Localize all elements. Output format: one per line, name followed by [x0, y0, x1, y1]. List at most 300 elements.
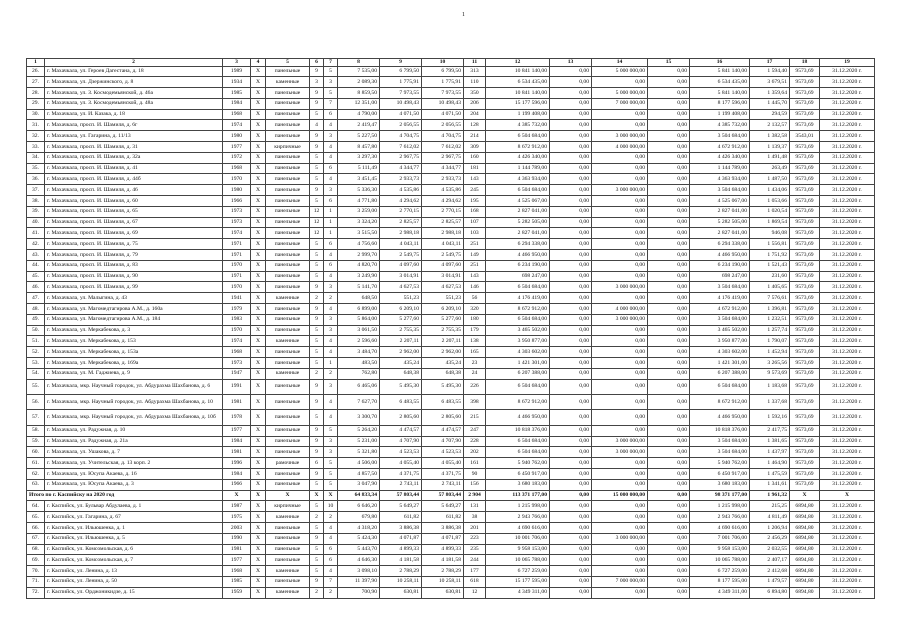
- table-cell: 1: [324, 206, 338, 217]
- table-cell: г. Махачкала, ул. М. Гаджиева, д. 9: [45, 368, 223, 379]
- table-cell: 7 973,55: [380, 88, 422, 99]
- table-cell: 251: [464, 239, 486, 250]
- table-cell: 5: [310, 555, 324, 566]
- table-cell: Х: [251, 206, 266, 217]
- table-cell: 1 215 998,00: [486, 501, 550, 512]
- table-cell: 4 344,77: [422, 163, 464, 174]
- table-cell: 1: [324, 228, 338, 239]
- table-cell: 551,23: [380, 293, 422, 304]
- table-cell: 0,00: [550, 66, 592, 77]
- table-cell: 31.12.2020 г.: [820, 325, 875, 336]
- table-cell: г. Махачкала, ул. Героев Дагестана, д. 18: [45, 66, 223, 77]
- table-row: [27, 142, 875, 153]
- table-cell: 6 294 338,00: [690, 239, 750, 250]
- table-cell: 31.12.2020 г.: [820, 282, 875, 293]
- table-cell: 13: [550, 59, 592, 67]
- table-cell: 320: [464, 304, 486, 315]
- table-cell: Х: [251, 447, 266, 458]
- table-cell: панельные: [266, 436, 310, 447]
- table-cell: 15 177 595,00: [486, 576, 550, 587]
- table-cell: г. Махачкала, просп. И. Шамиля, д. 44б: [45, 174, 223, 185]
- table-cell: 9573,69: [790, 282, 820, 293]
- table-cell: 5 000 000,00: [592, 66, 648, 77]
- table-cell: 2 988,18: [380, 228, 422, 239]
- table-cell: 1974: [223, 120, 251, 131]
- table-cell: 5 649,27: [422, 501, 464, 512]
- table-cell: 9: [310, 88, 324, 99]
- table-cell: 9573,69: [790, 174, 820, 185]
- table-cell: 3 000 000,00: [592, 533, 648, 544]
- table-cell: г. Махачкала, ул. Меркабекова, д. 153: [45, 336, 223, 347]
- table-cell: 56.: [27, 395, 45, 410]
- table-cell: 4: [310, 120, 324, 131]
- table-cell: панельные: [266, 347, 310, 358]
- table-cell: 4 000 000,00: [592, 142, 648, 153]
- table-cell: Х: [251, 66, 266, 77]
- table-cell: 0,00: [592, 109, 648, 120]
- table-cell: 5 277,60: [422, 314, 464, 325]
- table-cell: 5: [310, 544, 324, 555]
- table-cell: 0,00: [592, 501, 648, 512]
- table-cell: 5: [266, 59, 310, 67]
- table-cell: 0,00: [592, 395, 648, 410]
- table-cell: 0,00: [648, 282, 690, 293]
- table-row: [27, 566, 875, 577]
- table-cell: 2 456,29: [750, 533, 790, 544]
- table-cell: 1959: [223, 587, 251, 598]
- table-cell: панельные: [266, 325, 310, 336]
- table-cell: Х: [251, 293, 266, 304]
- table-cell: 9573,69: [790, 304, 820, 315]
- table-cell: 4 790,00: [338, 109, 380, 120]
- table-cell: панельные: [266, 98, 310, 109]
- table-cell: 9573,69: [790, 410, 820, 425]
- table-cell: 9573,69: [790, 458, 820, 469]
- table-cell: 4: [324, 336, 338, 347]
- table-cell: 2 770,15: [422, 206, 464, 217]
- table-cell: панельные: [266, 120, 310, 131]
- table-cell: 9: [310, 447, 324, 458]
- table-cell: 0,00: [648, 479, 690, 490]
- table-cell: 3 297,30: [338, 152, 380, 163]
- table-cell: 6 646,20: [338, 501, 380, 512]
- table-cell: 2 933,73: [422, 174, 464, 185]
- table-cell: 0,00: [550, 250, 592, 261]
- table-cell: 2 032,55: [750, 544, 790, 555]
- table-cell: 10: [422, 59, 464, 67]
- table-cell: 5: [310, 109, 324, 120]
- table-cell: 3 504 684,00: [690, 185, 750, 196]
- table-row: [27, 512, 875, 523]
- table-cell: 9573,69: [790, 109, 820, 120]
- table-cell: 4 523,53: [380, 447, 422, 458]
- table-cell: панельные: [266, 358, 310, 369]
- table-cell: 6: [324, 239, 338, 250]
- table-cell: 4 707,90: [422, 436, 464, 447]
- table-cell: 3: [324, 379, 338, 394]
- table-cell: 6 504 684,00: [486, 131, 550, 142]
- table-cell: 1 464,90: [750, 458, 790, 469]
- table-cell: 31.12.2020 г.: [820, 260, 875, 271]
- table-cell: 45.: [27, 271, 45, 282]
- table-cell: 90: [464, 468, 486, 479]
- table-cell: 60.: [27, 447, 45, 458]
- table-cell: 4 535,86: [422, 185, 464, 196]
- table-cell: 4 466 950,00: [486, 250, 550, 261]
- table-cell: 5 277,60: [380, 314, 422, 325]
- table-cell: 1966: [223, 196, 251, 207]
- table-cell: 700,90: [338, 587, 380, 598]
- table-cell: 6 450 917,00: [690, 468, 750, 479]
- table-cell: 5: [324, 66, 338, 77]
- table-cell: 0,00: [550, 576, 592, 587]
- table-cell: 6 504 684,00: [486, 282, 550, 293]
- table-cell: 0,00: [648, 458, 690, 469]
- table-cell: 177: [464, 566, 486, 577]
- table-cell: 7 612,02: [422, 142, 464, 153]
- table-cell: Х: [251, 425, 266, 436]
- table-cell: 38: [464, 512, 486, 523]
- table-cell: 3 950 877,00: [690, 336, 750, 347]
- table-cell: 2 827 041,00: [690, 228, 750, 239]
- table-cell: 1 359,64: [750, 88, 790, 99]
- table-cell: 0,00: [550, 271, 592, 282]
- table-cell: 31.12.2020 г.: [820, 336, 875, 347]
- table-cell: 43.: [27, 250, 45, 261]
- table-cell: 6: [324, 555, 338, 566]
- table-cell: 6 727 259,00: [690, 566, 750, 577]
- table-cell: 6 899,00: [338, 304, 380, 315]
- table-cell: 31.12.2020 г.: [820, 425, 875, 436]
- table-cell: 156: [464, 479, 486, 490]
- table-cell: г. Каспийск, ул. Орджоникидзе, д. 15: [45, 587, 223, 598]
- table-cell: 31.12.2020 г.: [820, 304, 875, 315]
- table-cell: 0,00: [592, 347, 648, 358]
- table-cell: панельные: [266, 66, 310, 77]
- table-cell: 9: [310, 436, 324, 447]
- table-row: [27, 120, 875, 131]
- table-cell: 31.12.2020 г.: [820, 533, 875, 544]
- table-row: [27, 555, 875, 566]
- table-cell: г. Махачкала, мкр. Научный городок, ул. Абдурахма Шахбанова, д. 10: [45, 395, 223, 410]
- table-cell: 0,00: [648, 544, 690, 555]
- table-cell: 0,00: [648, 522, 690, 533]
- table-cell: 1 421 301,00: [690, 358, 750, 369]
- table-cell: 0,00: [550, 174, 592, 185]
- table-cell: 206: [464, 98, 486, 109]
- table-cell: 67.: [27, 533, 45, 544]
- table-cell: 313: [464, 66, 486, 77]
- table-cell: 9 958 153,00: [486, 544, 550, 555]
- table-cell: 4 474,57: [422, 425, 464, 436]
- table-cell: 1971: [223, 239, 251, 250]
- table-cell: 4: [324, 120, 338, 131]
- table-cell: 0,00: [648, 271, 690, 282]
- table-cell: 5 649,27: [380, 501, 422, 512]
- table-cell: 0,00: [592, 293, 648, 304]
- table-cell: 204: [464, 109, 486, 120]
- table-cell: г. Махачкала, ул. Ушакова, д. 7: [45, 447, 223, 458]
- table-cell: 31.12.2020 г.: [820, 358, 875, 369]
- table-cell: г. Махачкала, ул. Юсупа Акаева, д. 16: [45, 468, 223, 479]
- table-cell: 2 207,11: [380, 336, 422, 347]
- table-cell: 0,00: [592, 336, 648, 347]
- table-cell: 11: [464, 59, 486, 67]
- table-cell: 5 141,70: [338, 282, 380, 293]
- table-cell: 31.12.2020 г.: [820, 206, 875, 217]
- table-cell: 6 483,55: [422, 395, 464, 410]
- table-cell: 0,00: [648, 425, 690, 436]
- table-cell: 1 396,81: [750, 304, 790, 315]
- table-cell: 4 466 950,00: [690, 410, 750, 425]
- table-cell: 4 385 732,00: [690, 120, 750, 131]
- table-cell: 3 451,45: [338, 174, 380, 185]
- table-cell: 4: [324, 410, 338, 425]
- table-cell: 6894,80: [790, 522, 820, 533]
- table-cell: 31.12.2020 г.: [820, 576, 875, 587]
- table-cell: каменные: [266, 293, 310, 304]
- table-cell: г. Каспийск, ул. Бульвар Абдулаева, д. 1: [45, 501, 223, 512]
- table-cell: 0,00: [550, 185, 592, 196]
- table-cell: 4 523,53: [422, 447, 464, 458]
- table-cell: 2: [310, 293, 324, 304]
- table-cell: 0,00: [550, 379, 592, 394]
- table-cell: 1 257,74: [750, 325, 790, 336]
- table-cell: каменные: [266, 368, 310, 379]
- table-cell: 0,00: [592, 217, 648, 228]
- table-cell: 56: [464, 293, 486, 304]
- table-cell: 483,50: [338, 358, 380, 369]
- table-cell: 0,00: [648, 174, 690, 185]
- table-cell: 1979: [223, 304, 251, 315]
- table-cell: 0,00: [550, 282, 592, 293]
- table-cell: 9: [310, 576, 324, 587]
- table-cell: 4 181,58: [422, 555, 464, 566]
- table-cell: 0,00: [592, 120, 648, 131]
- table-cell: г. Махачкала, ул. Радужная, д. 21а: [45, 436, 223, 447]
- table-cell: 4 535,86: [380, 185, 422, 196]
- table-cell: Х: [251, 555, 266, 566]
- table-cell: 2 788,29: [380, 566, 422, 577]
- table-cell: 247: [464, 425, 486, 436]
- table-cell: 4: [324, 522, 338, 533]
- table-cell: 201: [464, 522, 486, 533]
- table-cell: 7: [324, 59, 338, 67]
- table-cell: 110: [464, 77, 486, 88]
- table-cell: 1977: [223, 142, 251, 153]
- table-cell: 31.12.2020 г.: [820, 196, 875, 207]
- table-body: [27, 59, 875, 599]
- table-cell: 698 247,00: [486, 271, 550, 282]
- table-cell: 9573,69: [790, 314, 820, 325]
- table-cell: 2 056,55: [380, 120, 422, 131]
- table-cell: 0,00: [648, 109, 690, 120]
- table-cell: 0,00: [592, 271, 648, 282]
- table-cell: 0,00: [592, 206, 648, 217]
- table-cell: 1981: [223, 447, 251, 458]
- table-cell: 5: [310, 566, 324, 577]
- table-cell: г. Махачкала, ул. Меркабекова, д. 3: [45, 325, 223, 336]
- table-cell: 2 549,75: [380, 250, 422, 261]
- page-marker: 1: [462, 12, 465, 18]
- table-cell: 8 457,80: [338, 142, 380, 153]
- table-cell: 6: [324, 163, 338, 174]
- table-cell: 31.12.2020 г.: [820, 185, 875, 196]
- table-cell: 0,00: [592, 196, 648, 207]
- table-cell: 27.: [27, 77, 45, 88]
- table-cell: 3 047,90: [338, 479, 380, 490]
- table-cell: 2 825,57: [380, 217, 422, 228]
- table-cell: 0,00: [592, 379, 648, 394]
- table-cell: 57 803,44: [380, 490, 422, 501]
- table-cell: 31.12.2020 г.: [820, 368, 875, 379]
- table-cell: 0,00: [550, 436, 592, 447]
- table-cell: 31.12.2020 г.: [820, 98, 875, 109]
- table-row: [27, 479, 875, 490]
- table-cell: 3 504 684,00: [690, 282, 750, 293]
- table-cell: панельные: [266, 228, 310, 239]
- table-cell: 0,00: [648, 98, 690, 109]
- table-cell: 5: [310, 152, 324, 163]
- table-cell: кирпичные: [266, 142, 310, 153]
- table-cell: 4 303 602,00: [486, 347, 550, 358]
- table-cell: панельные: [266, 395, 310, 410]
- table-cell: 9573,69: [790, 196, 820, 207]
- table-cell: 9573,69: [790, 228, 820, 239]
- table-cell: 4 349 311,00: [690, 587, 750, 598]
- table-cell: Х: [790, 490, 820, 501]
- table-cell: 3 000 000,00: [592, 282, 648, 293]
- table-cell: 9: [310, 131, 324, 142]
- table-cell: каменные: [266, 512, 310, 523]
- table-cell: 195: [464, 196, 486, 207]
- table-cell: 4: [324, 174, 338, 185]
- table-cell: 0,00: [550, 395, 592, 410]
- table-cell: 5: [310, 271, 324, 282]
- table-cell: 5: [310, 196, 324, 207]
- table-cell: 1984: [223, 436, 251, 447]
- table-cell: 40.: [27, 217, 45, 228]
- table-cell: 2 755,35: [380, 325, 422, 336]
- table-cell: 611,82: [422, 512, 464, 523]
- table-cell: Х: [251, 228, 266, 239]
- table-cell: г. Махачкала, просп. И. Шамиля, д. 31: [45, 142, 223, 153]
- table-cell: 9573,69: [790, 336, 820, 347]
- table-cell: 2: [310, 368, 324, 379]
- table-cell: г. Махачкала, ул. Магомедтагирова А.М., д. 160а: [45, 304, 223, 315]
- table-cell: 1: [324, 217, 338, 228]
- table-cell: 6894,80: [790, 501, 820, 512]
- table-cell: Х: [266, 490, 310, 501]
- table-cell: 0,00: [550, 152, 592, 163]
- table-cell: 0,00: [550, 293, 592, 304]
- table-cell: г. Махачкала, просп. И. Шамиля, д. 90: [45, 271, 223, 282]
- table-cell: 1970: [223, 174, 251, 185]
- table-cell: 2 967,75: [380, 152, 422, 163]
- table-cell: панельные: [266, 533, 310, 544]
- table-row: [27, 196, 875, 207]
- table-cell: 5: [310, 336, 324, 347]
- table-cell: Х: [251, 458, 266, 469]
- table-cell: 72.: [27, 587, 45, 598]
- table-cell: 3 504 684,00: [690, 436, 750, 447]
- table-cell: 0,00: [648, 501, 690, 512]
- table-cell: 6 799,50: [422, 66, 464, 77]
- table-cell: 2003: [223, 522, 251, 533]
- table-cell: 0,00: [648, 163, 690, 174]
- table-cell: 6 534 435,00: [486, 77, 550, 88]
- table-cell: 3543,01: [790, 131, 820, 142]
- table-cell: 12: [464, 587, 486, 598]
- table-row: [27, 347, 875, 358]
- table-cell: 0,00: [648, 142, 690, 153]
- table-cell: 0,00: [648, 379, 690, 394]
- table-cell: 1 232,51: [750, 314, 790, 325]
- table-cell: 0,00: [648, 293, 690, 304]
- table-cell: Х: [251, 587, 266, 598]
- table-cell: 5 282 505,00: [690, 217, 750, 228]
- table-cell: 18: [790, 59, 820, 67]
- table-cell: 5 495,30: [422, 379, 464, 394]
- table-cell: 3 300,70: [338, 410, 380, 425]
- table-cell: 1985: [223, 88, 251, 99]
- table-row: [27, 501, 875, 512]
- table-cell: 107: [464, 217, 486, 228]
- table-cell: 131: [464, 501, 486, 512]
- table-cell: 7 001 706,00: [690, 533, 750, 544]
- table-cell: 47.: [27, 293, 45, 304]
- table-cell: 4: [324, 250, 338, 261]
- table-cell: 0,00: [648, 228, 690, 239]
- table-cell: 31.12.2020 г.: [820, 163, 875, 174]
- table-cell: 2 827 041,00: [486, 206, 550, 217]
- table-cell: панельные: [266, 206, 310, 217]
- table-cell: 1975: [223, 512, 251, 523]
- table-cell: 12: [486, 59, 550, 67]
- table-cell: Х: [251, 98, 266, 109]
- table-cell: 10 001 706,00: [486, 533, 550, 544]
- table-cell: 9573,69: [790, 395, 820, 410]
- table-row: [27, 447, 875, 458]
- table-cell: 4 707,90: [380, 436, 422, 447]
- table-cell: 762,80: [338, 368, 380, 379]
- table-cell: 4 176 419,00: [690, 293, 750, 304]
- table-cell: 1966: [223, 479, 251, 490]
- table-cell: 5: [310, 250, 324, 261]
- table-cell: 179: [464, 325, 486, 336]
- table-cell: Х: [251, 271, 266, 282]
- table-cell: 0,00: [648, 566, 690, 577]
- table-cell: 11 397,90: [338, 576, 380, 587]
- table-cell: 214: [464, 131, 486, 142]
- table-cell: 5 495,30: [380, 379, 422, 394]
- table-cell: 0,00: [550, 347, 592, 358]
- table-cell: 98 371 177,00: [690, 490, 750, 501]
- table-cell: 2: [324, 512, 338, 523]
- housing-register-table: [26, 58, 875, 599]
- table-cell: г. Махачкала, просп. И. Шамиля, д. 41: [45, 163, 223, 174]
- table-cell: Х: [251, 501, 266, 512]
- table-cell: панельные: [266, 109, 310, 120]
- table-cell: 59.: [27, 436, 45, 447]
- table-cell: 0,00: [550, 196, 592, 207]
- table-cell: Х: [251, 120, 266, 131]
- table-cell: 6: [310, 59, 324, 67]
- table-cell: 6 465,06: [338, 379, 380, 394]
- table-cell: 1 215 998,00: [690, 501, 750, 512]
- table-cell: 0,00: [648, 368, 690, 379]
- table-cell: 4 899,33: [380, 544, 422, 555]
